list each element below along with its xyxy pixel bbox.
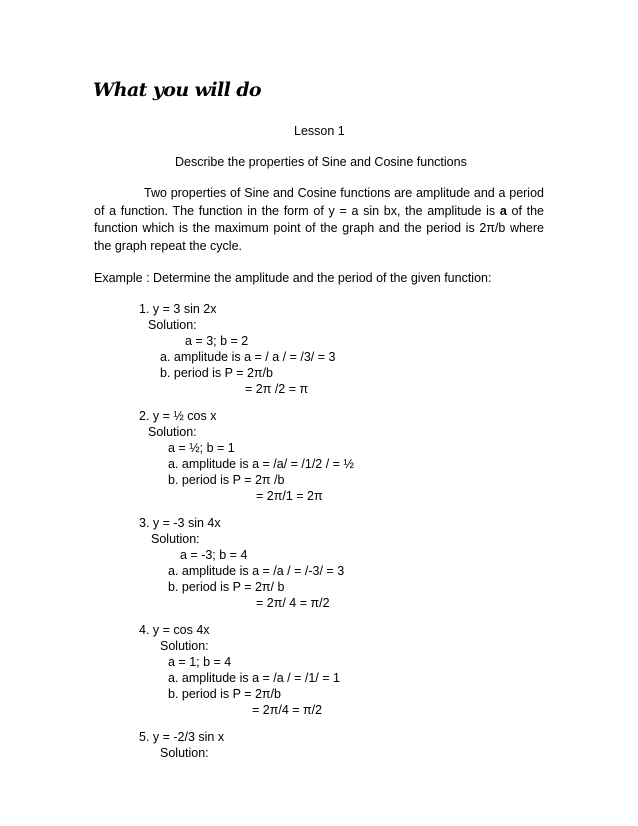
example-3-period: b. period is P = 2π/ b <box>168 580 285 594</box>
example-4-values: a = 1; b = 4 <box>168 655 232 669</box>
example-4-amplitude: a. amplitude is a = /a / = /1/ = 1 <box>168 671 340 685</box>
example-5-header: 5. y = -2/3 sin x <box>139 730 225 744</box>
example-2-values: a = ½; b = 1 <box>168 441 235 455</box>
example-4-header: 4. y = cos 4x <box>139 623 210 637</box>
example-2-period-result: = 2π/1 = 2π <box>256 489 323 503</box>
example-2-header: 2. y = ½ cos x <box>139 409 217 423</box>
example-3-solution-label: Solution: <box>151 532 200 546</box>
example-3-amplitude: a. amplitude is a = /a / = /-3/ = 3 <box>168 564 345 578</box>
intro-paragraph <box>94 185 544 255</box>
example-1-period-result: = 2π /2 = π <box>245 382 309 396</box>
lesson-subtitle: Describe the properties of Sine and Cosine functions <box>175 155 467 169</box>
intro-text-part1: Two properties of Sine and Cosine functions are amplitude and a period of a function. The function in the form of y = a sin bx, the amplitude is <box>94 186 544 218</box>
example-intro: Example : Determine the amplitude and the period of the given function: <box>94 271 492 285</box>
example-2-solution-label: Solution: <box>148 425 197 439</box>
example-1-values: a = 3; b = 2 <box>185 334 249 348</box>
example-1-period: b. period is P = 2π/b <box>160 366 273 380</box>
example-1-amplitude: a. amplitude is a = / a / = /3/ = 3 <box>160 350 336 364</box>
example-3-header: 3. y = -3 sin 4x <box>139 516 221 530</box>
example-3-values: a = -3; b = 4 <box>180 548 248 562</box>
lesson-title: Lesson 1 <box>294 124 345 138</box>
example-2-amplitude: a. amplitude is a = /a/ = /1/2 / = ½ <box>168 457 354 471</box>
section-heading: What you will do <box>93 79 261 101</box>
intro-text-part2: of the function which is the maximum point of the graph and the period is 2π/b where the graph repeat the cycle. <box>94 203 544 253</box>
example-4-period: b. period is P = 2π/b <box>168 687 281 701</box>
intro-bold-a: a <box>499 203 507 218</box>
example-5-solution-label: Solution: <box>160 746 209 760</box>
example-1-solution-label: Solution: <box>148 318 197 332</box>
example-4-solution-label: Solution: <box>160 639 209 653</box>
example-3-period-result: = 2π/ 4 = π/2 <box>256 596 330 610</box>
example-4-period-result: = 2π/4 = π/2 <box>252 703 323 717</box>
example-2-period: b. period is P = 2π /b <box>168 473 285 487</box>
example-1-header: 1. y = 3 sin 2x <box>139 302 217 316</box>
